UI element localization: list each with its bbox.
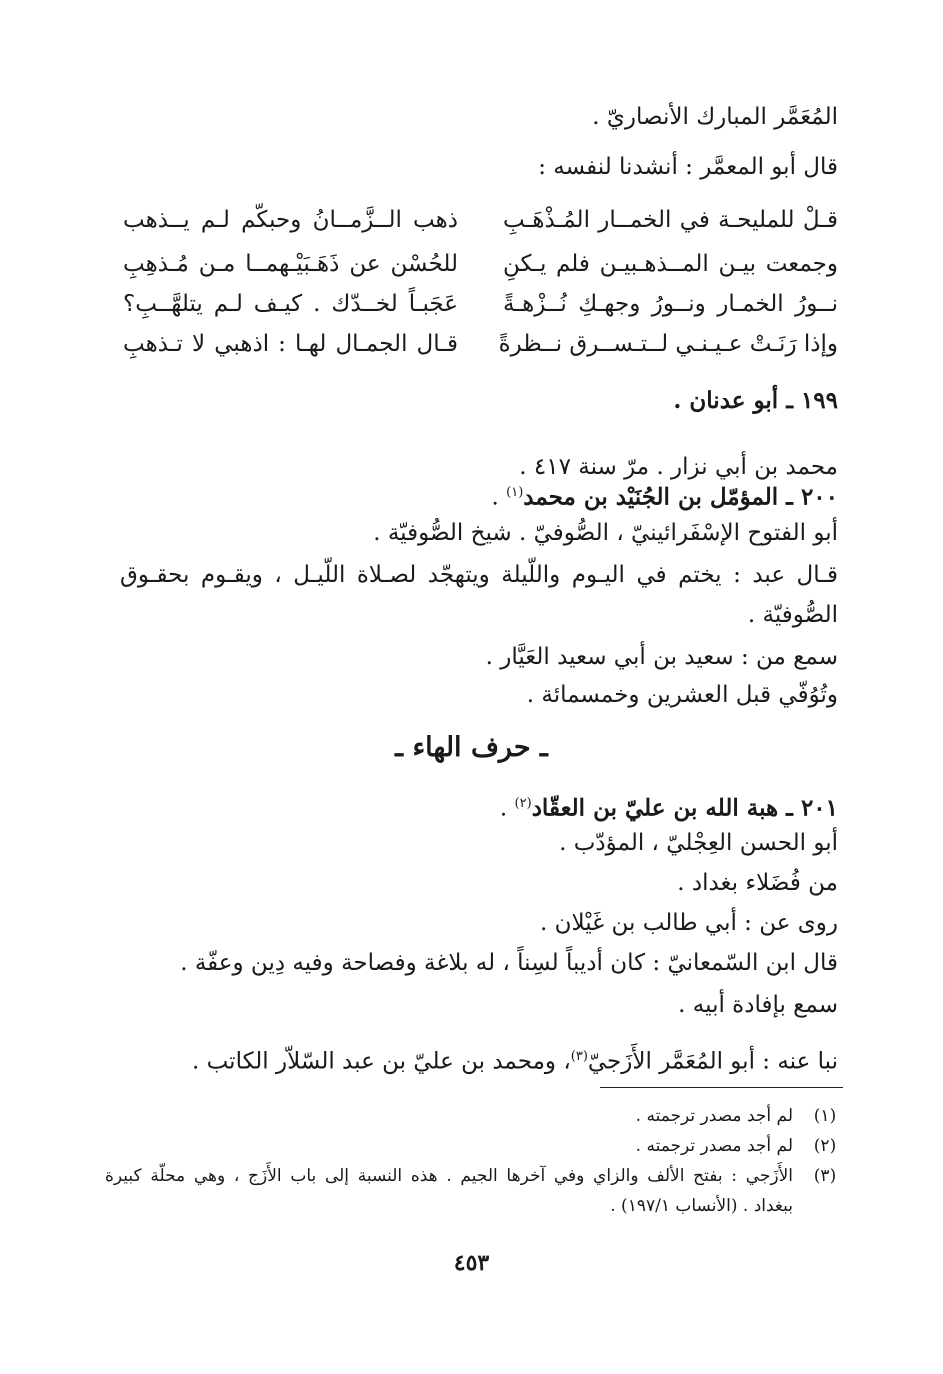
intro-line-1: المُعَمَّر المبارك الأنصاريّ . bbox=[592, 104, 838, 130]
poem-verse-1-second-hemistich: ذهب الــزَّمــانُ وحبكّم لـم يــذهب bbox=[123, 207, 458, 233]
entry-200-heading-tail: . bbox=[491, 484, 507, 511]
entry-201-line-4: قال ابن السّمعانيّ : كان أديباً لسِناً ، له بلاغة وفصاحة وفيه دِين وعفّة . bbox=[180, 950, 838, 976]
poem-verse-2-second-hemistich: للحُسْن عن ذَهَـبَيْـهمــا مـن مُـذهِبِ bbox=[123, 251, 458, 277]
footnote-2-text: لم أجد مصدر ترجمته . bbox=[635, 1136, 793, 1156]
footnote-ref-2: (٢) bbox=[514, 796, 532, 811]
entry-200-line-4: سمع من : سعيد بن أبي سعيد العَيَّار . bbox=[485, 644, 838, 670]
footnote-2-number: (٢) bbox=[813, 1136, 837, 1156]
entry-200-line-2: قـال عبد : يختم في اليـوم واللّيلة ويتهجّد لصـلاة اللّيـل ، ويقـوم بحقـوق bbox=[120, 562, 838, 588]
poem-verse-4-second-hemistich: قـال الجمـال لهـا : اذهبي لا تـذهبِ bbox=[123, 331, 458, 357]
poem-verse-3-second-hemistich: عَجَبـاً لخــدّك . كيـف لـم يتلهَّــبِ؟ bbox=[123, 291, 458, 317]
poem-verse-3-first-hemistich: نــورُ الخمـار ونــورُ وجهـكِ نُــزْهـةً bbox=[503, 291, 838, 317]
entry-199-heading: ١٩٩ ـ أبو عدنان . bbox=[673, 387, 838, 414]
entry-201-line-6-start: نبا عنه : أبو المُعَمَّر الأَزَجيّ bbox=[587, 1048, 838, 1075]
entry-201-line-6 bbox=[118, 1040, 838, 1079]
footnote-ref-3: (٣) bbox=[570, 1049, 588, 1064]
entry-201-line-1: أبو الحسن العِجْليّ ، المؤدّب . bbox=[559, 830, 838, 856]
footnote-1-text: لم أجد مصدر ترجمته . bbox=[635, 1106, 793, 1126]
entry-200-line-1: أبو الفتوح الإسْفَرائينيّ ، الصُّوفيّ . شيخ الصُّوفيّة . bbox=[373, 520, 838, 546]
entry-200-heading bbox=[118, 476, 838, 515]
poem-verse-1-first-hemistich: قـلْ للمليحـة في الخمــار المُـذْهَـبِ bbox=[503, 207, 838, 233]
footnote-3-number: (٣) bbox=[813, 1166, 837, 1186]
poem-verse-2-first-hemistich: وجمعت بيـن المــذهـبيـن فلم يـكنِ bbox=[503, 251, 838, 277]
footnote-3-text-continued: ببغداد . (الأنساب ١٩٧/١) . bbox=[610, 1196, 793, 1216]
poem-verse-4-first-hemistich: وإذا رَنَـتْ عـيـنـي لــتـســرق نــظرةً bbox=[498, 331, 838, 357]
entry-201-heading bbox=[118, 787, 838, 826]
entry-201-heading-tail: . bbox=[499, 795, 515, 822]
footnote-3-text: الأَزَجي : بفتح الألف والزاي وفي آخرها الجيم . هذه النسبة إلى باب الأَزَج ، وهي محلّة كبيرة bbox=[105, 1166, 793, 1186]
section-title: ـ حرف الهاء ـ bbox=[395, 732, 548, 763]
footnote-separator bbox=[600, 1087, 843, 1088]
entry-201-line-3: روى عن : أبي طالب بن غَيْلان . bbox=[539, 910, 838, 936]
entry-201-line-5: سمع بإفادة أبيه . bbox=[678, 992, 838, 1018]
footnote-1-number: (١) bbox=[813, 1106, 837, 1126]
page-number: ٤٥٣ bbox=[453, 1250, 490, 1276]
footnote-ref-1: (١) bbox=[506, 485, 524, 500]
entry-201-heading-text: ٢٠١ ـ هبة الله بن عليّ بن العقّاد bbox=[531, 794, 838, 822]
entry-200-heading-text: ٢٠٠ ـ المؤمّل بن الجُنَيْد بن محمد bbox=[523, 483, 838, 511]
entry-199-line-1: محمد بن أبي نزار . مرّ سنة ٤١٧ . bbox=[519, 454, 838, 480]
entry-201-line-6-end: ، ومحمد بن عليّ بن عبد السّلاّر الكاتب . bbox=[191, 1048, 571, 1075]
entry-201-line-2: من فُضَلاء بغداد . bbox=[677, 870, 838, 896]
intro-line-2: قال أبو المعمَّر : أنشدنا لنفسه : bbox=[538, 154, 838, 180]
entry-200-line-3: الصُّوفيّة . bbox=[747, 602, 838, 628]
entry-200-line-5: وتُوُفّي قبل العشرين وخمسمائة . bbox=[526, 682, 838, 708]
